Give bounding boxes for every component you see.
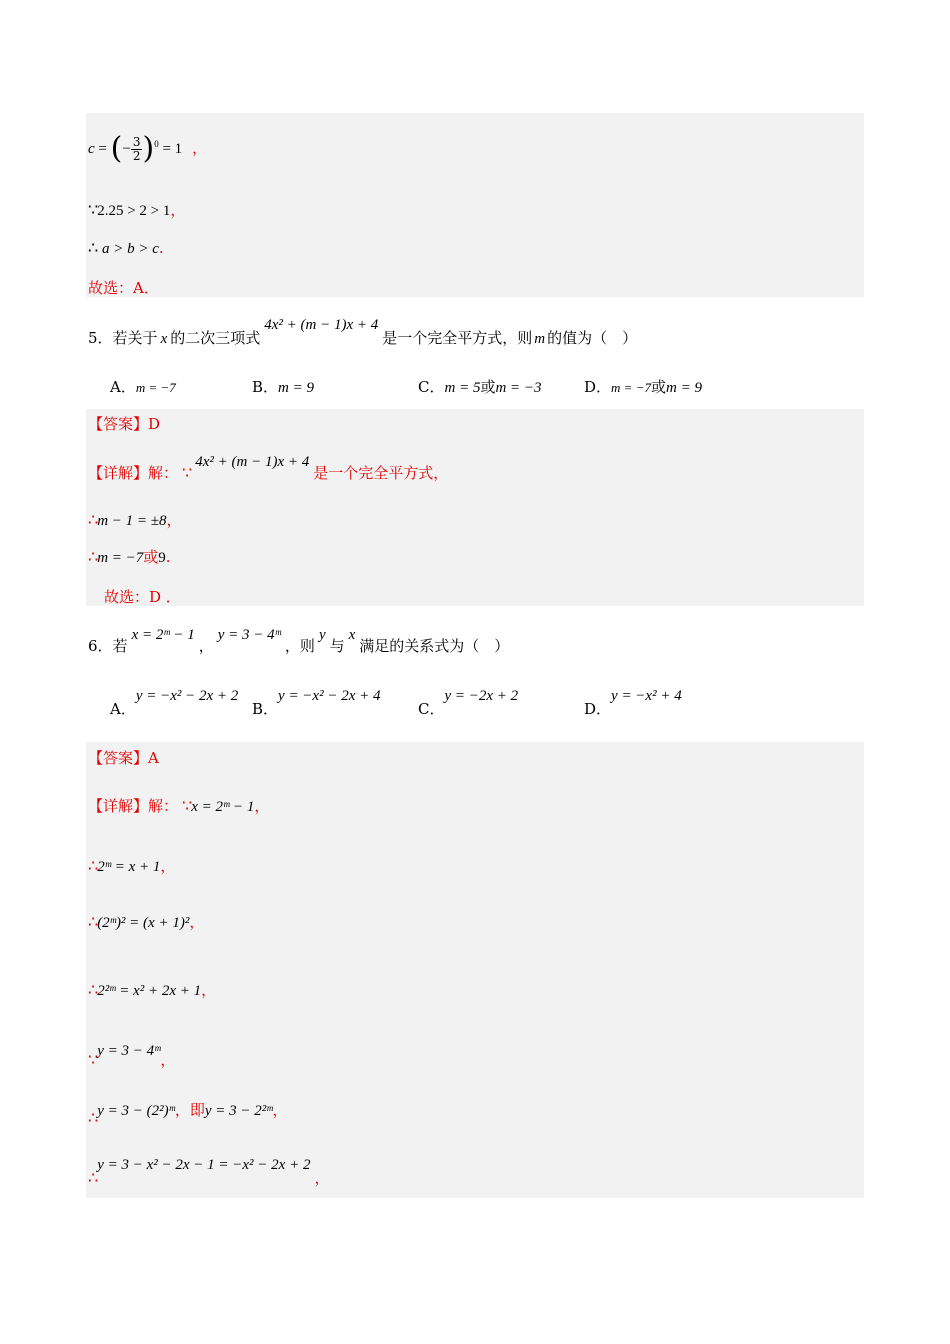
a6-step-1 <box>88 856 175 877</box>
question-text: ，则 <box>284 637 315 655</box>
detail-6 <box>88 796 269 817</box>
question-text: 若关于 <box>112 329 158 347</box>
therefore-symbol: ∴ <box>88 1108 98 1127</box>
question-6 <box>88 627 510 657</box>
therefore-symbol: ∴ <box>88 547 98 566</box>
step-expr: m − 1 = ±8 <box>97 513 167 529</box>
question-5 <box>88 317 638 349</box>
comma: ， <box>254 797 270 815</box>
option-label: A． <box>110 378 136 396</box>
step-expr: x = 2ᵐ − 1 <box>191 799 255 815</box>
option-expr: m = 9 <box>278 380 314 396</box>
step-expr: y = 3 − (2²)ᵐ <box>97 1103 175 1119</box>
a5-step-2 <box>88 547 171 568</box>
because-symbol: ∵ <box>182 796 192 815</box>
option-label: D． <box>584 378 612 396</box>
a6-step-6 <box>88 1154 330 1187</box>
therefore-symbol: ∴ <box>88 912 98 931</box>
step-expr: (2ᵐ)² = (x + 1)² <box>97 915 190 931</box>
comma: ， <box>201 981 217 999</box>
comma: ， <box>198 637 214 655</box>
therefore-line <box>88 238 164 259</box>
because-symbol: ∵ <box>88 200 98 219</box>
step-expr: 2²ᵐ = x² + 2x + 1 <box>97 983 202 999</box>
var-x: x <box>160 331 168 347</box>
choose-5: 故选：D ． <box>104 588 181 606</box>
option-c[interactable] <box>418 684 519 718</box>
option-label: D． <box>584 700 612 718</box>
step-expr: y = 3 − x² − 2x − 1 = −x² − 2x + 2 <box>97 1157 311 1173</box>
frac-denominator: 2 <box>132 148 141 163</box>
question-text: 的二次三项式 <box>170 329 261 347</box>
option-expr: m = 9 <box>665 380 702 396</box>
comma: ， <box>166 511 182 529</box>
because-symbol: ∵ <box>88 1050 98 1069</box>
answer-5: 【答案】D <box>88 415 161 433</box>
comma: ， <box>160 1051 176 1069</box>
ie-text: ，即 <box>174 1101 205 1119</box>
option-expr: m = −7 <box>135 380 176 395</box>
equals-one: = 1 <box>158 141 183 157</box>
question-text: 若 <box>112 637 128 655</box>
detail-label: 【详解】 <box>88 797 149 815</box>
option-expr: y = −x² − 2x + 4 <box>278 688 381 704</box>
a6-step-3 <box>88 980 216 1001</box>
option-expr: y = −x² − 2x + 2 <box>135 688 239 704</box>
option-a[interactable] <box>110 376 176 397</box>
a6-step-4 <box>88 1040 176 1069</box>
period: . <box>158 239 164 257</box>
question-text: 与 <box>329 637 345 655</box>
step-expr: 2ᵐ = x + 1 <box>97 859 161 875</box>
inequality-expr: a > b > c <box>101 241 159 257</box>
detail-text: 解： <box>148 797 179 815</box>
option-d[interactable] <box>584 684 682 718</box>
option-expr: m = 5 <box>444 380 481 396</box>
option-b[interactable] <box>252 684 381 718</box>
a6-step-2 <box>88 912 204 933</box>
option-expr: m = −3 <box>495 380 542 396</box>
comma: ， <box>170 201 186 219</box>
option-label: B． <box>252 378 279 396</box>
detail-5 <box>88 454 449 484</box>
a6-step-5 <box>88 1100 288 1127</box>
comma: ， <box>189 913 205 931</box>
option-expr: y = −x² + 4 <box>611 688 682 704</box>
polynomial-expr: 4x² + (m − 1)x + 4 <box>264 317 379 333</box>
var-y: y <box>318 627 326 643</box>
option-label: A． <box>110 700 136 718</box>
option-or: 或 <box>480 378 496 396</box>
solution-block-5 <box>86 409 864 606</box>
option-label: C． <box>418 378 445 396</box>
c-equation: c = (− $\frac{3}{2}$ )$^0$ = 1 ， <box>88 131 208 166</box>
option-b[interactable] <box>252 376 314 397</box>
option-expr: y = −2x + 2 <box>444 688 519 704</box>
step-expr: m = −7 <box>97 550 144 566</box>
y-expr: y = 3 − 4ᵐ <box>217 627 281 643</box>
step-expr: y = 3 − 4ᵐ <box>97 1043 161 1059</box>
detail-label: 【详解】 <box>88 464 149 482</box>
question-number: 6． <box>88 637 113 655</box>
option-or: 或 <box>650 378 666 396</box>
question-number: 5． <box>88 329 113 347</box>
frac-numerator: 3 <box>132 134 141 149</box>
exponent: 0 <box>154 139 159 149</box>
or-text: 或 <box>143 548 159 566</box>
therefore-symbol: ∴ <box>88 980 98 999</box>
comma: ， <box>192 139 208 157</box>
comma: ， <box>314 1169 330 1187</box>
question-text: 是一个完全平方式，则 <box>382 329 533 347</box>
step-expr: 9 <box>158 550 166 566</box>
therefore-symbol: ∴ <box>88 510 98 529</box>
var-m: m <box>534 331 546 347</box>
answer-6: 【答案】A <box>88 749 159 767</box>
therefore-symbol: ∴ <box>88 1168 98 1187</box>
detail-text: 解： <box>148 464 179 482</box>
option-d[interactable] <box>584 376 702 397</box>
a5-step-1 <box>88 510 182 531</box>
option-expr: m = −7 <box>611 380 651 395</box>
because-symbol: ∵ <box>182 463 192 482</box>
option-label: B． <box>252 700 279 718</box>
x-expr: x = 2ᵐ − 1 <box>131 627 195 643</box>
detail-text: 是一个完全平方式， <box>313 464 449 482</box>
comma: ， <box>160 857 176 875</box>
option-a[interactable] <box>110 684 239 718</box>
therefore-symbol: ∴ <box>88 856 98 875</box>
period: . <box>165 548 171 566</box>
therefore-symbol: ∴ <box>88 238 98 257</box>
because-line <box>88 200 185 221</box>
choose-line: 故选：A． <box>88 279 159 297</box>
var-x: x <box>348 627 356 643</box>
polynomial-expr: 4x² + (m − 1)x + 4 <box>195 454 310 470</box>
step-expr: y = 3 − 2²ᵐ <box>204 1103 273 1119</box>
inequality-expr: 2.25 > 2 > 1 <box>97 203 171 219</box>
question-text: 满足的关系式为（ ） <box>359 637 510 655</box>
comma: ， <box>272 1101 288 1119</box>
option-c[interactable] <box>418 376 542 397</box>
option-label: C． <box>418 700 445 718</box>
question-text: 的值为（ ） <box>547 329 638 347</box>
